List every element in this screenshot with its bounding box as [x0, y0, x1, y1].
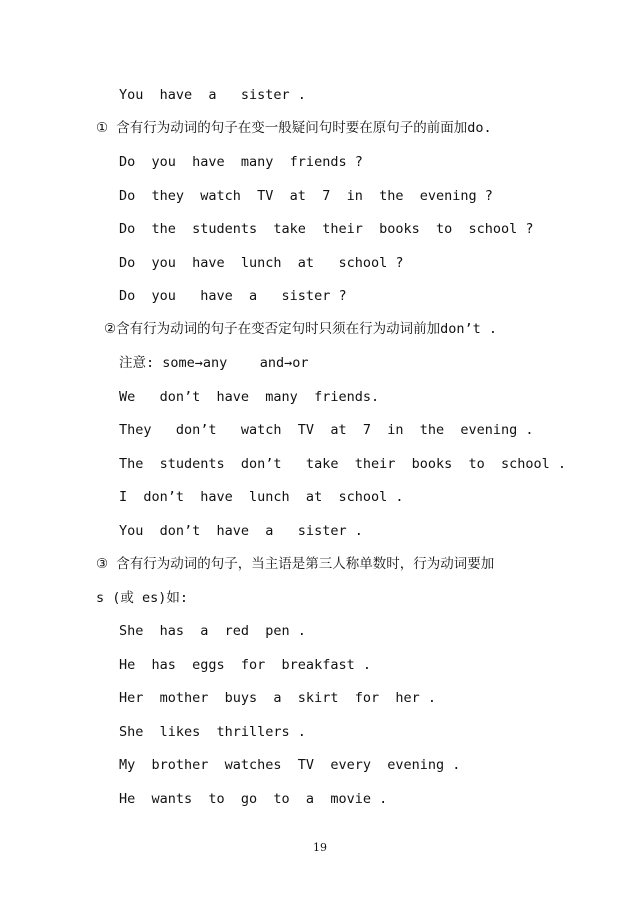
example-third-person: My brother watches TV every evening .	[119, 757, 461, 773]
example-negative: The students don’t take their books to school .	[119, 456, 567, 472]
example-negative: I don’t have lunch at school .	[119, 489, 404, 505]
example-sentence: You have a sister .	[119, 87, 306, 103]
example-question: Do the students take their books to school ?	[119, 221, 534, 237]
grammar-rule-1: ① 含有行为动词的句子在变一般疑问句时要在原句子的前面加do.	[96, 120, 492, 136]
grammar-rule-3: ③ 含有行为动词的句子，当主语是第三人称单数时，行为动词要加	[96, 556, 495, 572]
example-third-person: He wants to go to a movie .	[119, 791, 388, 807]
grammar-rule-3-continued: s (或 es)如:	[96, 590, 189, 606]
example-third-person: Her mother buys a skirt for her .	[119, 690, 436, 706]
page-number: 19	[313, 841, 327, 854]
example-negative: They don’t watch TV at 7 in the evening .	[119, 422, 534, 438]
example-question: Do you have lunch at school ?	[119, 255, 404, 271]
example-negative: You don’t have a sister .	[119, 523, 363, 539]
example-question: Do they watch TV at 7 in the evening ?	[119, 188, 493, 204]
note-line: 注意: some→any and→or	[119, 355, 309, 371]
example-negative: We don’t have many friends.	[119, 389, 380, 405]
example-third-person: She likes thrillers .	[119, 724, 306, 740]
example-question: Do you have a sister ?	[119, 288, 347, 304]
example-third-person: He has eggs for breakfast .	[119, 657, 371, 673]
grammar-rule-2: ②含有行为动词的句子在变否定句时只须在行为动词前加don’t .	[104, 321, 497, 337]
example-question: Do you have many friends ?	[119, 154, 363, 170]
example-third-person: She has a red pen .	[119, 623, 306, 639]
